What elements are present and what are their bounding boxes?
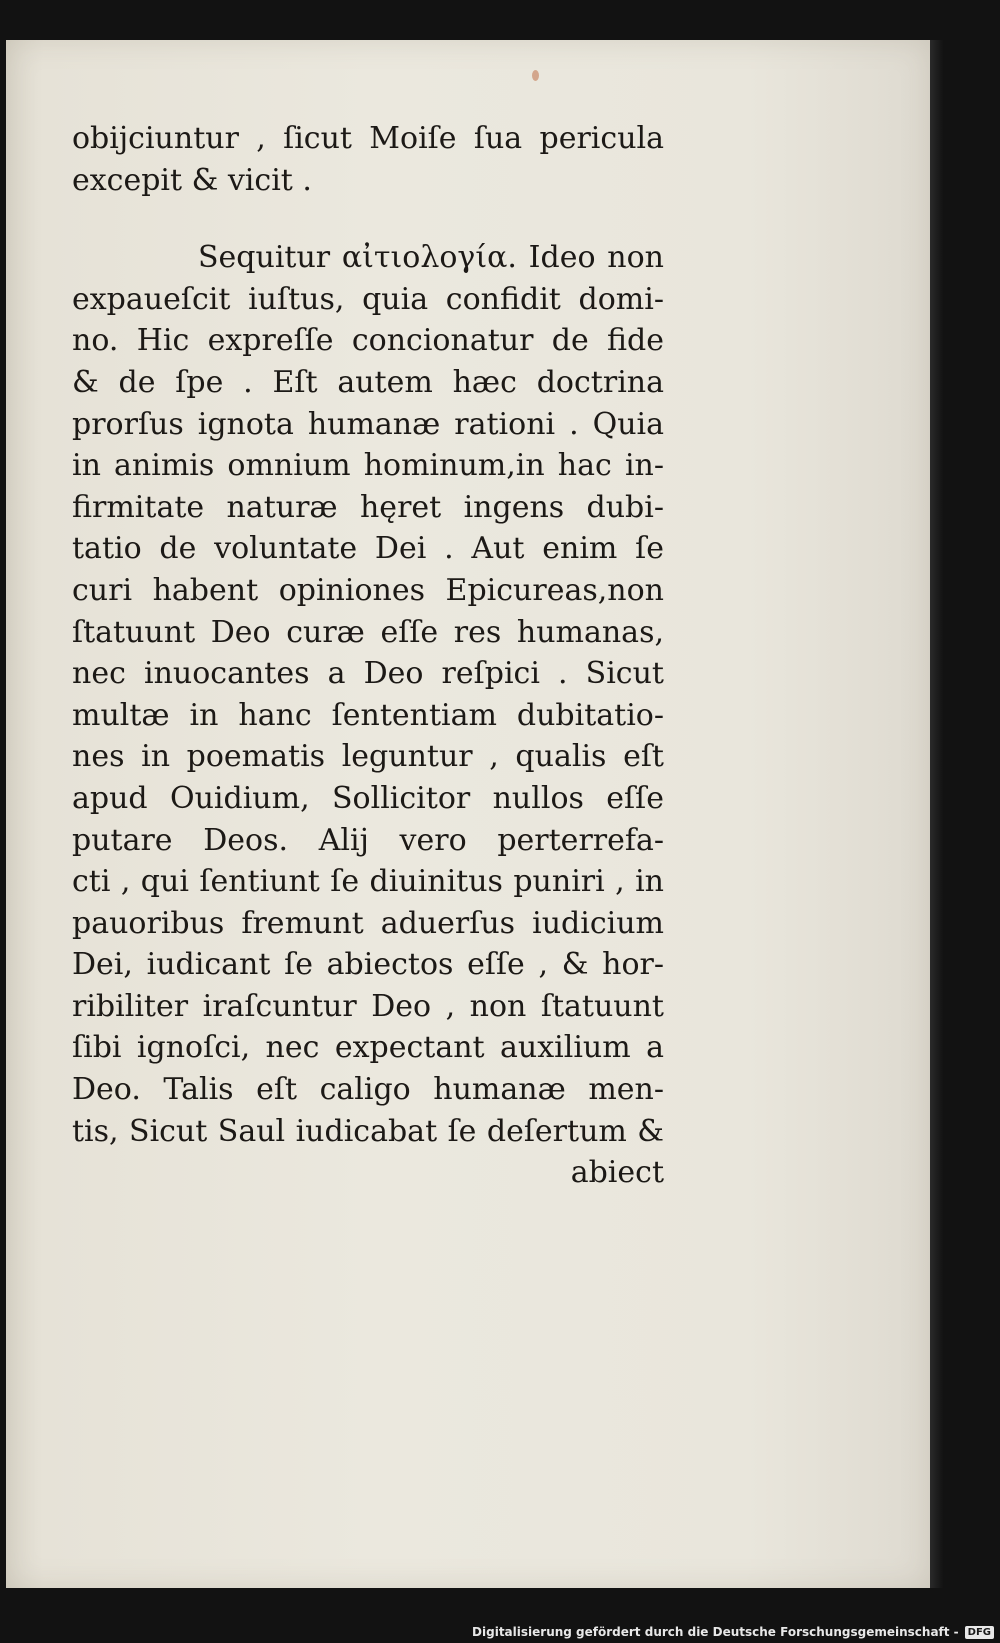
text-line: no. Hic expreſſe concionatur de fide bbox=[72, 323, 664, 359]
text-line: ſtatuunt Deo curæ eſſe res humanas, bbox=[72, 614, 664, 650]
text-line: pauoribus fremunt aduerſus iudicium bbox=[72, 905, 664, 941]
page-text bbox=[72, 118, 664, 1194]
text-line: prorſus ignota humanæ rationi . Quia bbox=[72, 406, 664, 442]
catchword: abiect bbox=[570, 1155, 664, 1191]
text-line: & de ſpe . Eſt autem hæc doctrina bbox=[72, 364, 664, 400]
text-line: ſibi ignoſci, nec expectant auxilium a bbox=[72, 1030, 664, 1066]
text-line: putare Deos. Alij vero perterrefa- bbox=[72, 822, 664, 858]
text-line: cti , qui ſentiunt ſe diuinitus puniri , in bbox=[72, 864, 664, 900]
text-line: Dei, iudicant ſe abiectos eſſe , & hor- bbox=[72, 947, 664, 983]
text-line: tatio de voluntate Dei . Aut enim ſe bbox=[72, 531, 664, 567]
digitization-footer bbox=[472, 1625, 994, 1639]
text-line: in animis omnium hominum,in hac in- bbox=[72, 448, 664, 484]
paragraph-2 bbox=[72, 237, 664, 1152]
text-line: excepit & vicit . bbox=[72, 162, 312, 198]
text-line: firmitate naturæ hęret ingens dubi- bbox=[72, 489, 664, 525]
text-line: apud Ouidium, Sollicitor nullos eſſe bbox=[72, 780, 664, 816]
text-line: multæ in hanc ſententiam dubitatio- bbox=[72, 697, 664, 733]
dfg-logo: DFG bbox=[965, 1626, 994, 1639]
text-line: tis, Sicut Saul iudicabat ſe deſertum & bbox=[72, 1113, 664, 1149]
text-line: curi habent opiniones Epicureas,non bbox=[72, 572, 664, 608]
page-stain bbox=[532, 70, 539, 81]
text-line: nes in poematis leguntur , qualis eſt bbox=[72, 739, 664, 775]
paragraph-1 bbox=[72, 118, 664, 201]
text-line: Sequitur αἰτιολογία. Ideo non bbox=[198, 240, 664, 276]
text-line: obijciuntur , ſicut Moiſe ſua pericula bbox=[72, 121, 664, 156]
text-line: Deo. Talis eſt caligo humanæ men- bbox=[72, 1072, 664, 1108]
text-line: ribiliter iraſcuntur Deo , non ſtatuunt bbox=[72, 988, 664, 1024]
text-line: expaueſcit iuſtus, quia confidit domi- bbox=[72, 281, 664, 317]
paragraph-gap bbox=[72, 201, 664, 237]
text-line: nec inuocantes a Deo reſpici . Sicut bbox=[72, 656, 664, 692]
funding-credit: Digitalisierung gefördert durch die Deutsche Forschungsgemeinschaft - bbox=[472, 1625, 959, 1639]
page-edge-shadow bbox=[930, 40, 944, 1588]
